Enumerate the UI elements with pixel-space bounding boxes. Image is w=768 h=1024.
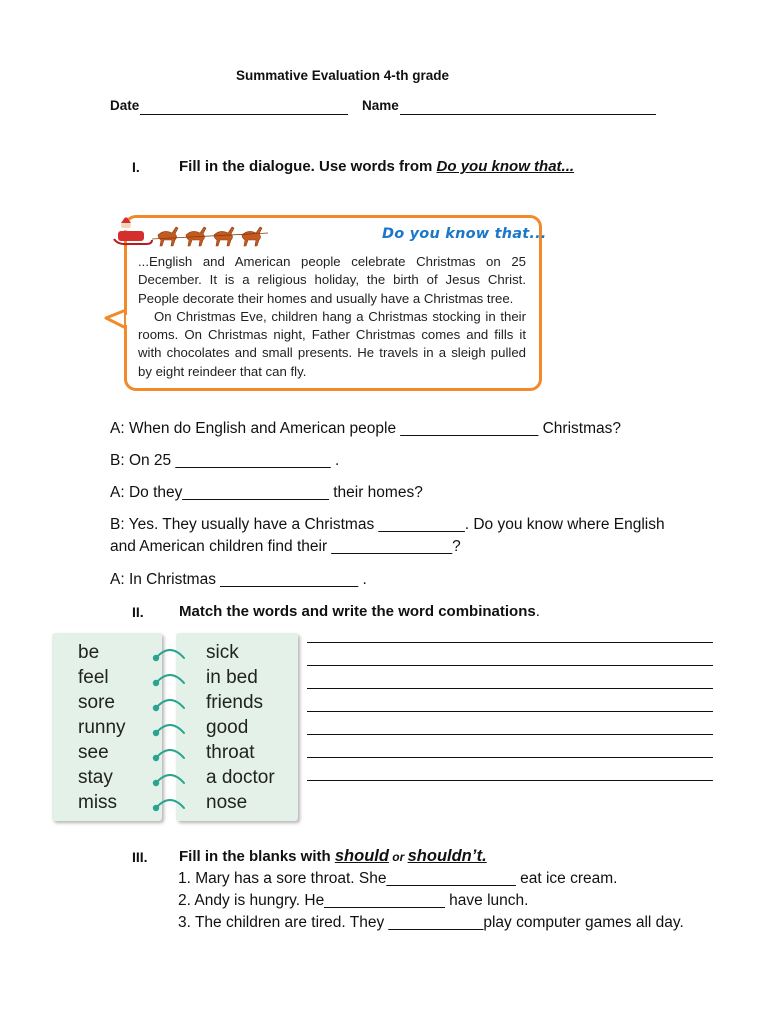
answer-line[interactable] — [307, 642, 713, 643]
match-right-word: sick — [206, 642, 239, 663]
match-left-word: see — [78, 742, 109, 763]
section-1-source-ref: Do you know that... — [436, 158, 575, 175]
match-left-word: sore — [78, 692, 115, 713]
match-right-word: friends — [206, 692, 264, 713]
word-or: or — [388, 850, 408, 864]
info-paragraph-2: On Christmas Eve, children hang a Christmas stocking in their rooms. On Christmas night, Father Christmas comes and fills it with chocolates and small presents. He travels in a sleigh pulled by eight reindeer that can fly. — [138, 308, 526, 379]
answer-line[interactable] — [307, 734, 713, 735]
section-2-instruction — [179, 603, 540, 620]
date-field[interactable] — [140, 98, 348, 115]
dialogue-line-1: A: When do English and American people ________________ Christmas? — [110, 420, 621, 437]
match-left-word: runny — [78, 717, 126, 738]
match-connectors-icon — [148, 640, 192, 820]
match-right-word: nose — [206, 792, 248, 813]
answer-line[interactable] — [307, 780, 713, 781]
section-3-instruction — [179, 847, 487, 866]
page-title: Summative Evaluation 4-th grade — [236, 68, 450, 83]
answer-line[interactable] — [307, 757, 713, 758]
word-shouldnt: shouldn’t. — [407, 847, 487, 865]
exercise-item-1: 1. Mary has a sore throat. She_______________ eat ice cream. — [178, 870, 618, 887]
section-3-text: Fill in the blanks with — [179, 848, 335, 865]
section-3-number: III. — [132, 849, 148, 865]
answer-line[interactable] — [307, 711, 713, 712]
match-left-word: miss — [78, 792, 118, 813]
match-left-word: stay — [78, 767, 113, 788]
word-should: should — [334, 847, 389, 865]
date-label: Date — [110, 98, 140, 113]
answer-line[interactable] — [307, 665, 713, 666]
dialogue-line-6: A: In Christmas ________________ . — [110, 571, 367, 588]
dialogue-line-4: B: Yes. They usually have a Christmas __________. Do you know where English — [110, 516, 665, 533]
info-box-heading: Do you know that... — [382, 226, 547, 242]
section-2-period: . — [535, 603, 540, 620]
match-right-word: throat — [206, 742, 255, 763]
info-paragraph-1: ...English and American people celebrate Christmas on 25 December. It is a religious holiday, the birth of Jesus Christ. People decorate their homes and usually have a Christmas tree. — [138, 254, 526, 306]
match-right-word: in bed — [206, 667, 258, 688]
match-right-word: good — [206, 717, 249, 738]
dialogue-line-5: and American children find their ______________? — [110, 538, 461, 555]
dialogue-line-2: B: On 25 __________________ . — [110, 452, 340, 469]
match-left-word: feel — [78, 667, 109, 688]
section-1-instruction — [179, 158, 574, 175]
info-box-text — [138, 253, 526, 381]
name-field[interactable] — [400, 98, 656, 115]
section-2-text: Match the words and write the word combinations — [179, 603, 536, 620]
exercise-item-3: 3. The children are tired. They ___________play computer games all day. — [178, 914, 684, 931]
match-left-word: be — [78, 642, 100, 663]
santa-sleigh-icon — [108, 213, 276, 249]
section-1-number: I. — [132, 159, 140, 175]
match-right-word: a doctor — [206, 767, 275, 788]
dialogue-line-3: A: Do they_________________ their homes? — [110, 484, 423, 501]
name-label: Name — [362, 98, 399, 113]
exercise-item-2: 2. Andy is hungry. He______________ have lunch. — [178, 892, 529, 909]
answer-line[interactable] — [307, 688, 713, 689]
section-1-text: Fill in the dialogue. Use words from — [179, 158, 437, 175]
section-2-number: II. — [132, 604, 144, 620]
